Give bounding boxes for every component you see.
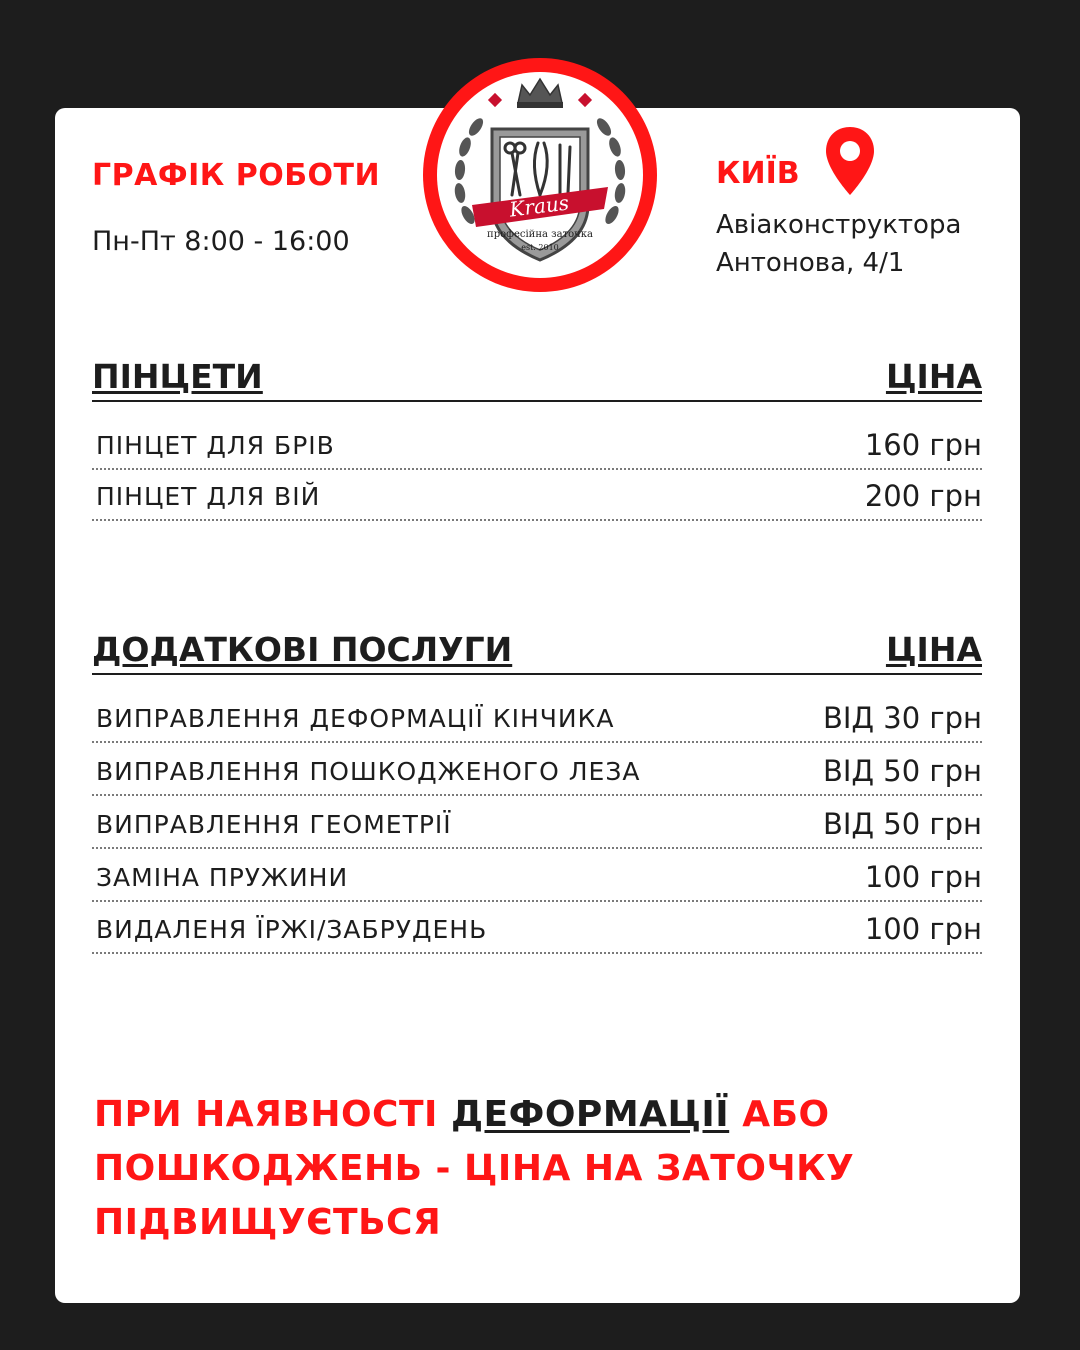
- address-line-1: Авіаконструктора: [716, 210, 962, 240]
- city-title: КИЇВ: [716, 156, 800, 191]
- service-name: ВИДАЛЕНЯ ЇРЖІ/ЗАБРУДЕНЬ: [96, 915, 488, 944]
- price-row: [92, 849, 982, 902]
- service-name: ВИПРАВЛЕННЯ ДЕФОРМАЦІЇ КІНЧИКА: [96, 704, 615, 733]
- tweezers-section: [92, 354, 982, 521]
- schedule-hours: Пн-Пт 8:00 - 16:00: [92, 226, 350, 257]
- tweezers-header: [92, 354, 982, 402]
- service-price: 100 грн: [864, 860, 982, 894]
- tweezers-price-header: ЦІНА: [885, 357, 982, 396]
- service-price: 160 грн: [864, 428, 982, 462]
- service-price: ВІД 50 грн: [822, 807, 982, 841]
- price-row: [92, 470, 982, 521]
- extras-header: [92, 627, 982, 675]
- map-pin-icon: [823, 125, 877, 197]
- price-row: [92, 743, 982, 796]
- service-price: ВІД 30 грн: [822, 701, 982, 735]
- service-price: 200 грн: [864, 479, 982, 513]
- price-notice: [94, 1088, 974, 1250]
- extras-section: [92, 627, 982, 954]
- schedule-title: ГРАФІК РОБОТИ: [92, 158, 381, 193]
- service-name: ЗАМІНА ПРУЖИНИ: [96, 863, 349, 892]
- extras-price-header: ЦІНА: [885, 630, 982, 669]
- tweezers-title: ПІНЦЕТИ: [92, 357, 263, 396]
- service-name: ПІНЦЕТ ДЛЯ ВІЙ: [96, 482, 321, 511]
- logo-tagline: професійна заточка: [487, 229, 593, 240]
- logo-est: est. 2010: [521, 243, 559, 252]
- service-name: ВИПРАВЛЕННЯ ПОШКОДЖЕНОГО ЛЕЗА: [96, 757, 641, 786]
- price-row: [92, 902, 982, 954]
- address: [716, 206, 961, 282]
- service-price: ВІД 50 грн: [822, 754, 982, 788]
- service-price: 100 грн: [864, 912, 982, 946]
- service-name: ВИПРАВЛЕННЯ ГЕОМЕТРІЇ: [96, 810, 452, 839]
- service-name: ПІНЦЕТ ДЛЯ БРІВ: [96, 431, 335, 460]
- address-line-2: Антонова, 4/1: [716, 248, 905, 278]
- notice-part-1: ПРИ НАЯВНОСТІ: [94, 1094, 451, 1135]
- notice-emphasis: ДЕФОРМАЦІЇ: [450, 1094, 730, 1135]
- extras-title: ДОДАТКОВІ ПОСЛУГИ: [92, 630, 513, 669]
- logo-brand: Kraus: [508, 190, 571, 222]
- notice-part-2: АБО ПОШКОДЖЕНЬ - ЦІНА НА ЗАТОЧКУ ПІДВИЩУЄТЬСЯ: [94, 1094, 855, 1243]
- price-row: [92, 402, 982, 470]
- price-row: [92, 796, 982, 849]
- price-row: [92, 675, 982, 743]
- kraus-logo: [420, 55, 660, 295]
